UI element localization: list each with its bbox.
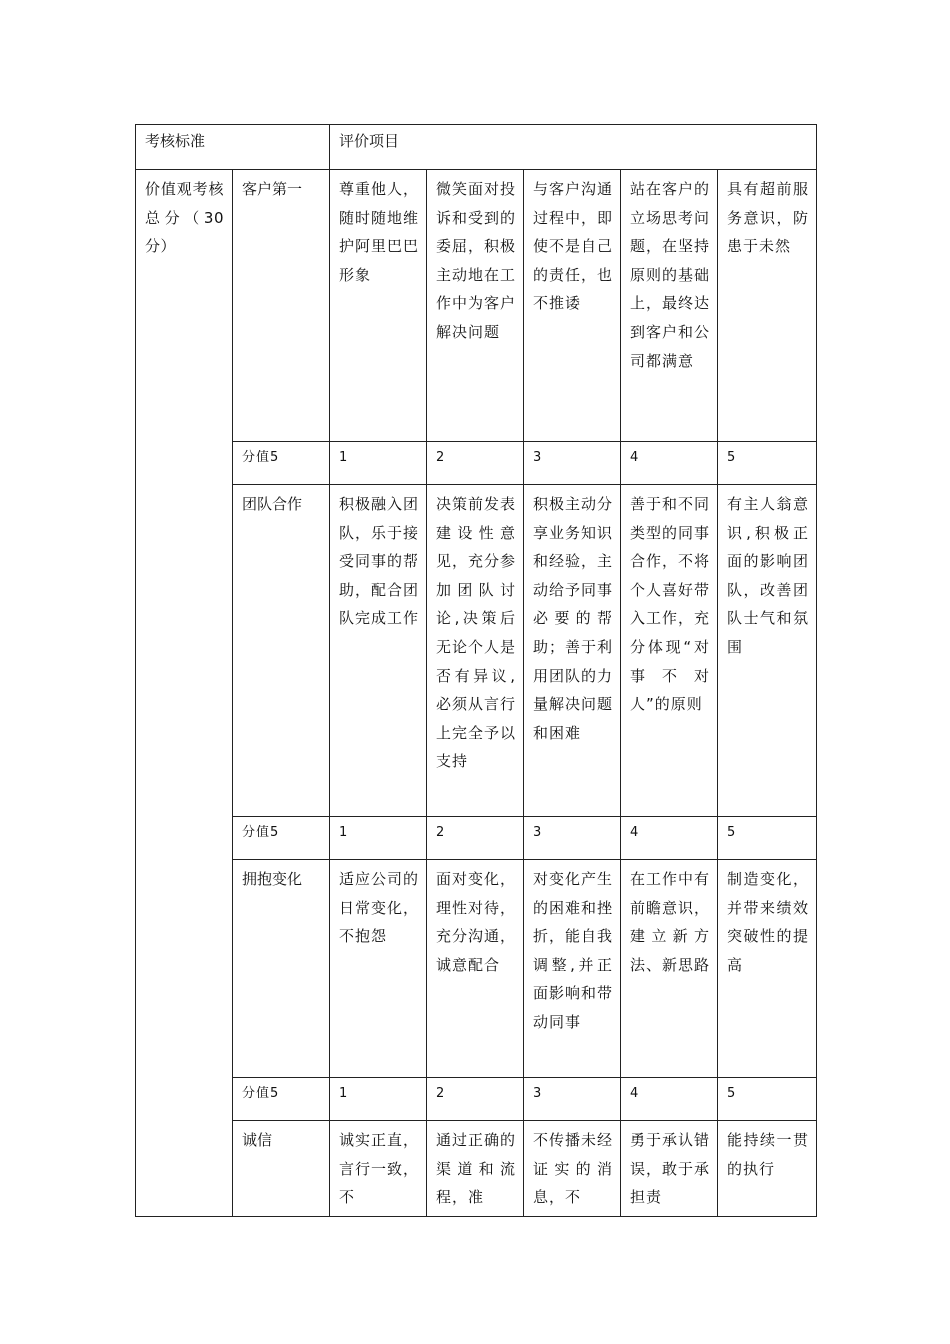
score-value: 1 bbox=[330, 442, 427, 485]
score-value: 1 bbox=[330, 1078, 427, 1121]
value-name: 客户第一 bbox=[233, 170, 330, 442]
level-description: 不传播未经证实的消息，不 bbox=[524, 1121, 621, 1217]
level-description: 对变化产生的困难和挫折，能自我调整,并正面影响和带动同事 bbox=[524, 860, 621, 1078]
level-description: 制造变化，并带来绩效突破性的提高 bbox=[718, 860, 817, 1078]
level-description: 与客户沟通过程中，即使不是自己的责任，也不推诿 bbox=[524, 170, 621, 442]
level-description: 积极主动分享业务知识和经验，主动给予同事必要的帮助；善于利用团队的力量解决问题和困难 bbox=[524, 485, 621, 817]
score-label: 分值5 bbox=[233, 817, 330, 860]
score-label: 分值5 bbox=[233, 1078, 330, 1121]
table-header-row bbox=[136, 125, 817, 170]
value-row-integrity bbox=[136, 1121, 817, 1217]
level-description: 决策前发表建设性意见，充分参加团队讨论,决策后无论个人是否有异议,必须从言行上完全予以支持 bbox=[427, 485, 524, 817]
level-description: 适应公司的日常变化，不抱怨 bbox=[330, 860, 427, 1078]
value-name: 团队合作 bbox=[233, 485, 330, 817]
score-value: 4 bbox=[621, 817, 718, 860]
level-description: 有主人翁意识,积极正面的影响团队，改善团队士气和氛围 bbox=[718, 485, 817, 817]
score-value: 4 bbox=[621, 1078, 718, 1121]
score-value: 3 bbox=[524, 1078, 621, 1121]
score-label: 分值5 bbox=[233, 442, 330, 485]
score-value: 2 bbox=[427, 817, 524, 860]
level-description: 善于和不同类型的同事合作，不将个人喜好带入工作，充分体现“对事不对人”的原则 bbox=[621, 485, 718, 817]
level-description: 微笑面对投诉和受到的委屈，积极主动地在工作中为客户解决问题 bbox=[427, 170, 524, 442]
evaluation-items-header: 评价项目 bbox=[330, 125, 817, 170]
level-description: 通过正确的渠道和流程，准 bbox=[427, 1121, 524, 1217]
level-description: 诚实正直，言行一致，不 bbox=[330, 1121, 427, 1217]
score-value: 1 bbox=[330, 817, 427, 860]
score-value: 2 bbox=[427, 1078, 524, 1121]
score-value: 2 bbox=[427, 442, 524, 485]
score-value: 5 bbox=[718, 442, 817, 485]
score-row bbox=[136, 1078, 817, 1121]
value-row-embrace-change bbox=[136, 860, 817, 1078]
score-value: 5 bbox=[718, 817, 817, 860]
value-row-customer-first bbox=[136, 170, 817, 442]
criteria-header: 考核标准 bbox=[136, 125, 330, 170]
value-name: 拥抱变化 bbox=[233, 860, 330, 1078]
category-cell: 价值观考核总分（30分） bbox=[136, 170, 233, 1217]
level-description: 勇于承认错误，敢于承担责 bbox=[621, 1121, 718, 1217]
level-description: 具有超前服务意识，防患于未然 bbox=[718, 170, 817, 442]
level-description: 站在客户的立场思考问题，在坚持原则的基础上，最终达到客户和公司都满意 bbox=[621, 170, 718, 442]
level-description: 尊重他人，随时随地维护阿里巴巴形象 bbox=[330, 170, 427, 442]
score-value: 3 bbox=[524, 817, 621, 860]
score-row bbox=[136, 442, 817, 485]
level-description: 积极融入团队，乐于接受同事的帮助，配合团队完成工作 bbox=[330, 485, 427, 817]
score-value: 3 bbox=[524, 442, 621, 485]
value-name: 诚信 bbox=[233, 1121, 330, 1217]
value-row-teamwork bbox=[136, 485, 817, 817]
level-description: 能持续一贯的执行 bbox=[718, 1121, 817, 1217]
score-value: 5 bbox=[718, 1078, 817, 1121]
score-value: 4 bbox=[621, 442, 718, 485]
score-row bbox=[136, 817, 817, 860]
evaluation-table bbox=[135, 124, 817, 1217]
level-description: 面对变化，理性对待，充分沟通，诚意配合 bbox=[427, 860, 524, 1078]
level-description: 在工作中有前瞻意识，建立新方法、新思路 bbox=[621, 860, 718, 1078]
